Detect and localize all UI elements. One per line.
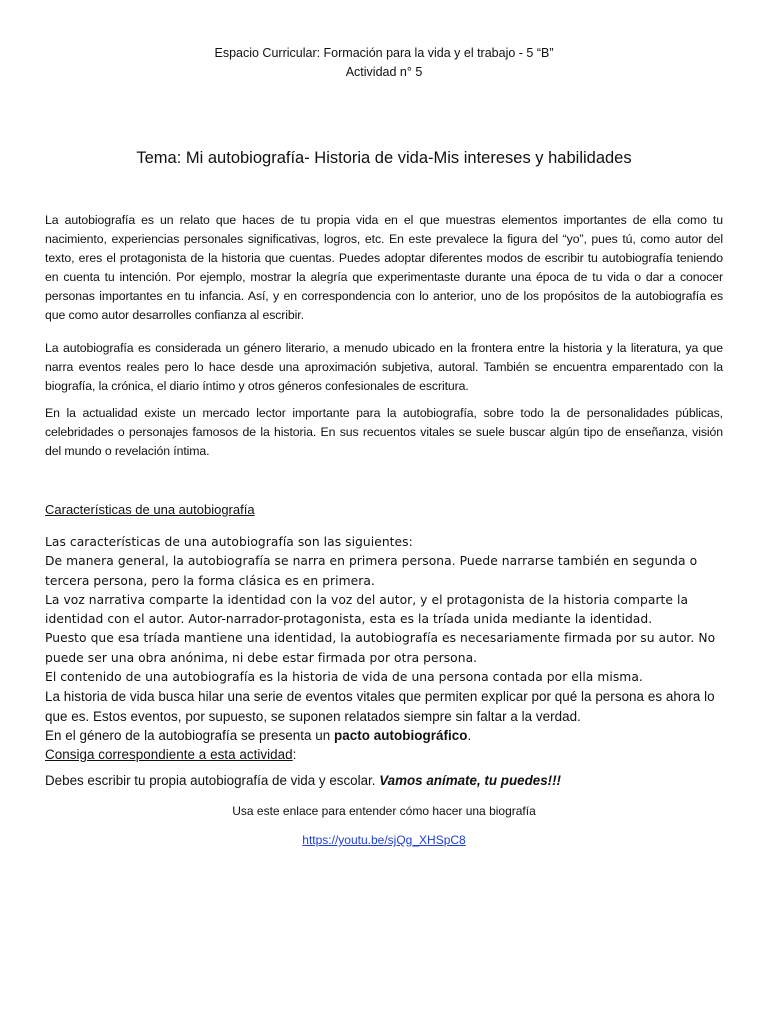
link-hint: Usa este enlace para entender cómo hacer una biografía <box>232 804 536 818</box>
characteristic-item-text: La historia de vida busca hilar una serie de eventos vitales que permiten explicar por qué la persona es ahora lo que es. Estos eventos, por supuesto, se suponen relatados siempre sin faltar a la verdad. <box>45 689 715 724</box>
characteristics-heading: Características de una autobiografía <box>45 502 255 517</box>
characteristics-list <box>45 533 725 766</box>
consigna-heading: Consiga correspondiente a esta actividad <box>45 747 293 763</box>
characteristic-item <box>45 687 725 726</box>
task-text: Debes escribir tu propia autobiografía de vida y escolar. <box>45 773 380 788</box>
header-activity: Actividad n° 5 <box>345 65 423 79</box>
intro-paragraph-2: La autobiografía es considerada un género literario, a menudo ubicado en la frontera entre la historia y la literatura, ya que narra eventos reales pero lo hace desde una aproximación subjetiva, autoral. También se encuentra emparentado con la biografía, la crónica, el diario íntimo y otros géneros confesionales de escritura. <box>45 341 723 393</box>
characteristic-item: Puesto que esa tríada mantiene una identidad, la autobiografía es necesariamente firmada por su autor. No puede ser una obra anónima, ni debe estar firmada por otra persona. <box>45 631 716 665</box>
characteristics-intro: Las características de una autobiografía son las siguientes: <box>45 535 413 549</box>
intro-paragraph-1: La autobiografía es un relato que haces de tu propia vida en el que muestras elementos importantes de ella como tu nacimiento, experiencias personales significativas, logros, etc. En este prevalece la figura del “yo”, pues tú, como autor del texto, eres el protagonista de la historia que cuentas. Puedes adoptar diferentes modos de escribir tu autobiografía teniendo en cuenta tu intención. Por ejemplo, mostrar la alegría que experimentaste durante una época de tu vida o dar a conocer personas importantes en tu infancia. Así, y en correspondencia con lo anterior, uno de los propósitos de la autobiografía es que como autor desarrolles confianza al escribir. <box>45 213 723 322</box>
consigna-line <box>45 745 725 765</box>
characteristic-item: El contenido de una autobiografía es la historia de vida de una persona contada por ella misma. <box>45 670 643 685</box>
header-subject: Espacio Curricular: Formación para la vida y el trabajo - 5 “B” <box>214 46 554 60</box>
pact-suffix: . <box>467 727 472 743</box>
consigna-colon: : <box>292 747 297 763</box>
task-emphasis: Vamos anímate, tu puedes!!! <box>379 773 562 788</box>
pact-term: pacto autobiográfico <box>334 727 468 743</box>
document-header <box>0 44 768 82</box>
page-title: Tema: Mi autobiografía- Historia de vida-Mis intereses y habilidades <box>136 149 632 167</box>
characteristic-item <box>45 726 725 745</box>
characteristic-item: La voz narrativa comparte la identidad con la voz del autor, y el protagonista de la historia comparte la identidad con el autor. Autor-narrador-protagonista, esta es la tríada unida mediante la identidad. <box>45 592 689 627</box>
characteristic-item: De manera general, la autobiografía se narra en primera persona. Puede narrarse también en segunda o tercera persona, pero la forma clásica es en primera. <box>45 554 698 588</box>
task-instruction <box>45 773 561 788</box>
video-link[interactable]: https://youtu.be/sjQg_XHSpC8 <box>302 833 466 847</box>
intro-paragraph-3: En la actualidad existe un mercado lector importante para la autobiografía, sobre todo la de personalidades públicas, celebridades o personajes famosos de la historia. En sus recuentos vitales se suele buscar algún tipo de enseñanza, visión del mundo o revelación íntima. <box>45 406 723 458</box>
pact-prefix: En el género de la autobiografía se presenta un <box>45 727 335 743</box>
